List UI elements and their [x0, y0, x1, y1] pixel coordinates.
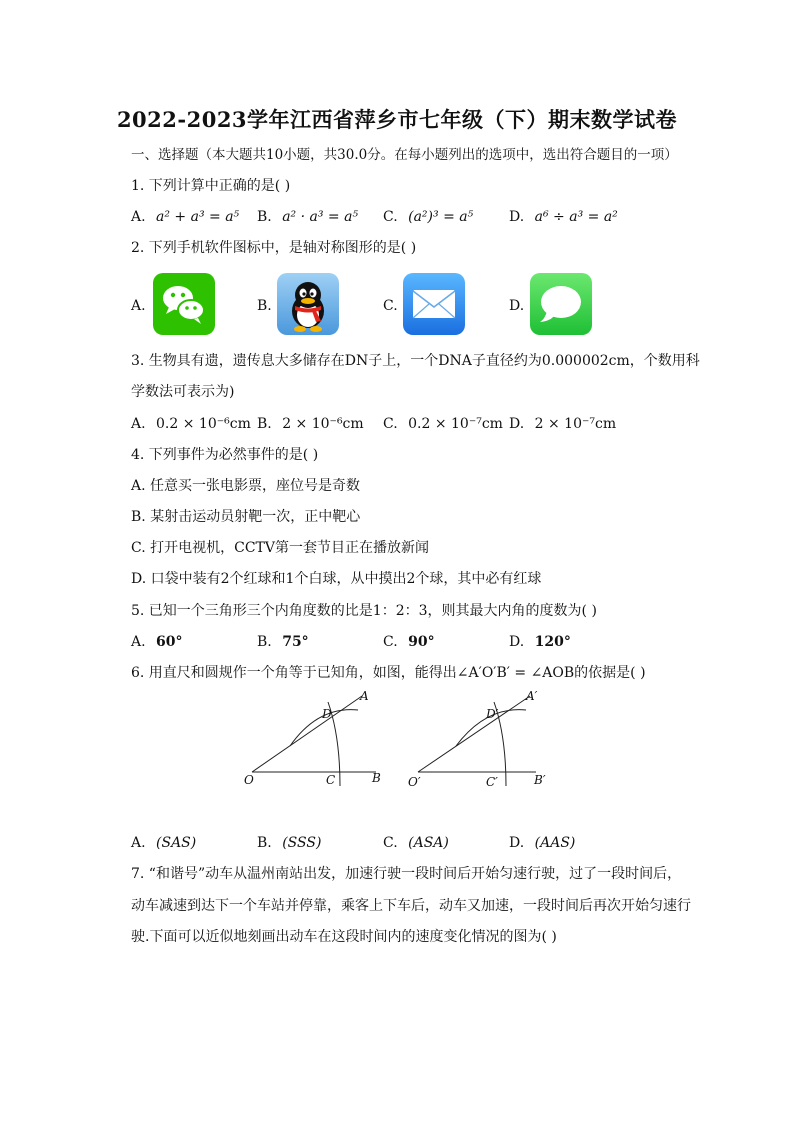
option-text: 0.2 × 10⁻⁶cm: [156, 416, 251, 432]
question-7-stem-line3: 驶.下面可以近似地刻画出动车在这段时间内的速度变化情况的图为( ): [131, 929, 557, 945]
option-text: (SAS): [156, 835, 197, 851]
option-label: A.: [131, 209, 146, 225]
q1-option-d[interactable]: [509, 207, 618, 227]
q4-option-d[interactable]: D. 口袋中装有2个红球和1个白球，从中摸出2个球，其中必有红球: [131, 571, 542, 587]
q3-option-a[interactable]: [131, 414, 251, 434]
q4-option-a[interactable]: A. 任意买一张电影票，座位号是奇数: [131, 478, 361, 494]
option-label: B.: [257, 835, 272, 851]
option-text: a² · a³ = a⁵: [282, 209, 359, 225]
q1-option-b[interactable]: [257, 207, 358, 227]
option-text: (AAS): [534, 835, 576, 851]
q4-option-c[interactable]: C. 打开电视机，CCTV第一套节目正在播放新闻: [131, 540, 429, 556]
q1-option-a[interactable]: [131, 207, 239, 227]
option-text: 90°: [408, 634, 435, 650]
option-text: 60°: [156, 634, 183, 650]
fig-label-o-prime: O′: [408, 775, 421, 789]
q5-option-c[interactable]: [383, 632, 435, 652]
question-3-stem-line2: 学数法可表示为): [131, 384, 235, 400]
option-text: 2 × 10⁻⁶cm: [282, 416, 364, 432]
option-text: (SSS): [282, 835, 322, 851]
question-1-stem: 1. 下列计算中正确的是( ): [131, 178, 291, 194]
option-text: 75°: [282, 634, 309, 650]
question-3-stem-line1: 3. 生物具有遗，遗传息大多储存在DN子上，一个DNA子直径约为0.000002cm，个数用科: [131, 353, 700, 369]
q6-option-a[interactable]: [131, 833, 196, 853]
option-label: B.: [257, 416, 272, 432]
q2-option-a-label[interactable]: A.: [131, 298, 146, 314]
fig-label-b-prime: B′: [534, 773, 546, 787]
fig-label-d: D: [322, 707, 332, 721]
wechat-icon[interactable]: [153, 273, 215, 335]
q1-option-c[interactable]: [383, 207, 473, 227]
option-label: C.: [383, 835, 398, 851]
fig-label-c: C: [326, 773, 336, 787]
option-label: D.: [509, 209, 525, 225]
option-text: 0.2 × 10⁻⁷cm: [408, 416, 503, 432]
option-label: B.: [257, 209, 272, 225]
option-label: A.: [131, 634, 146, 650]
q3-option-d[interactable]: [509, 414, 616, 434]
fig-label-o: O: [244, 773, 254, 787]
option-label: A.: [131, 835, 146, 851]
q2-option-d-label[interactable]: D.: [509, 298, 525, 314]
section-heading: 一、选择题（本大题共10小题，共30.0分。在每小题列出的选项中，选出符合题目的一项）: [131, 147, 678, 163]
option-label: D.: [509, 416, 525, 432]
question-2-stem: 2. 下列手机软件图标中，是轴对称图形的是( ): [131, 240, 417, 256]
option-text: (ASA): [408, 835, 449, 851]
option-label: C.: [383, 634, 398, 650]
compass-construction-figure: [240, 686, 560, 796]
q2-option-c-label[interactable]: C.: [383, 298, 398, 314]
q3-option-c[interactable]: [383, 414, 503, 434]
fig-label-d-prime: D′: [486, 707, 499, 721]
option-text: 2 × 10⁻⁷cm: [534, 416, 617, 432]
option-text: a² + a³ = a⁵: [156, 209, 240, 225]
q4-option-b[interactable]: B. 某射击运动员射靶一次，正中靶心: [131, 509, 361, 525]
option-label: C.: [383, 209, 398, 225]
messages-icon[interactable]: [530, 273, 592, 335]
q6-option-c[interactable]: [383, 833, 449, 853]
exam-title: 2022-2023学年江西省萍乡市七年级（下）期末数学试卷: [116, 107, 678, 132]
option-label: D.: [509, 835, 525, 851]
question-5-stem: 5. 已知一个三角形三个内角度数的比是1：2：3，则其最大内角的度数为( ): [131, 603, 597, 619]
q5-option-d[interactable]: [509, 632, 571, 652]
option-label: B.: [257, 634, 272, 650]
fig-label-c-prime: C′: [486, 775, 498, 789]
option-text: 120°: [534, 634, 571, 650]
fig-label-a: A: [360, 689, 369, 703]
mail-icon[interactable]: [403, 273, 465, 335]
option-label: C.: [383, 416, 398, 432]
q5-option-a[interactable]: [131, 632, 183, 652]
q2-option-b-label[interactable]: B.: [257, 298, 272, 314]
qq-icon[interactable]: [277, 273, 339, 335]
fig-label-a-prime: A′: [526, 689, 538, 703]
question-7-stem-line2: 动车减速到达下一个车站并停靠，乘客上下车后，动车又加速，一段时间后再次开始匀速行: [131, 898, 691, 914]
q6-option-d[interactable]: [509, 833, 575, 853]
fig-label-b: B: [372, 771, 381, 785]
option-text: a⁶ ÷ a³ = a²: [534, 209, 618, 225]
option-label: D.: [509, 634, 525, 650]
option-label: A.: [131, 416, 146, 432]
question-7-stem-line1: 7. “和谐号”动车从温州南站出发，加速行驶一段时间后开始匀速行驶，过了一段时间后，: [131, 866, 682, 882]
question-4-stem: 4. 下列事件为必然事件的是( ): [131, 447, 319, 463]
q6-option-b[interactable]: [257, 833, 321, 853]
option-text: (a²)³ = a⁵: [408, 209, 474, 225]
q5-option-b[interactable]: [257, 632, 309, 652]
q3-option-b[interactable]: [257, 414, 364, 434]
question-6-stem: 6. 用直尺和圆规作一个角等于已知角，如图，能得出∠A′O′B′ = ∠AOB的依据是( ): [131, 665, 646, 681]
